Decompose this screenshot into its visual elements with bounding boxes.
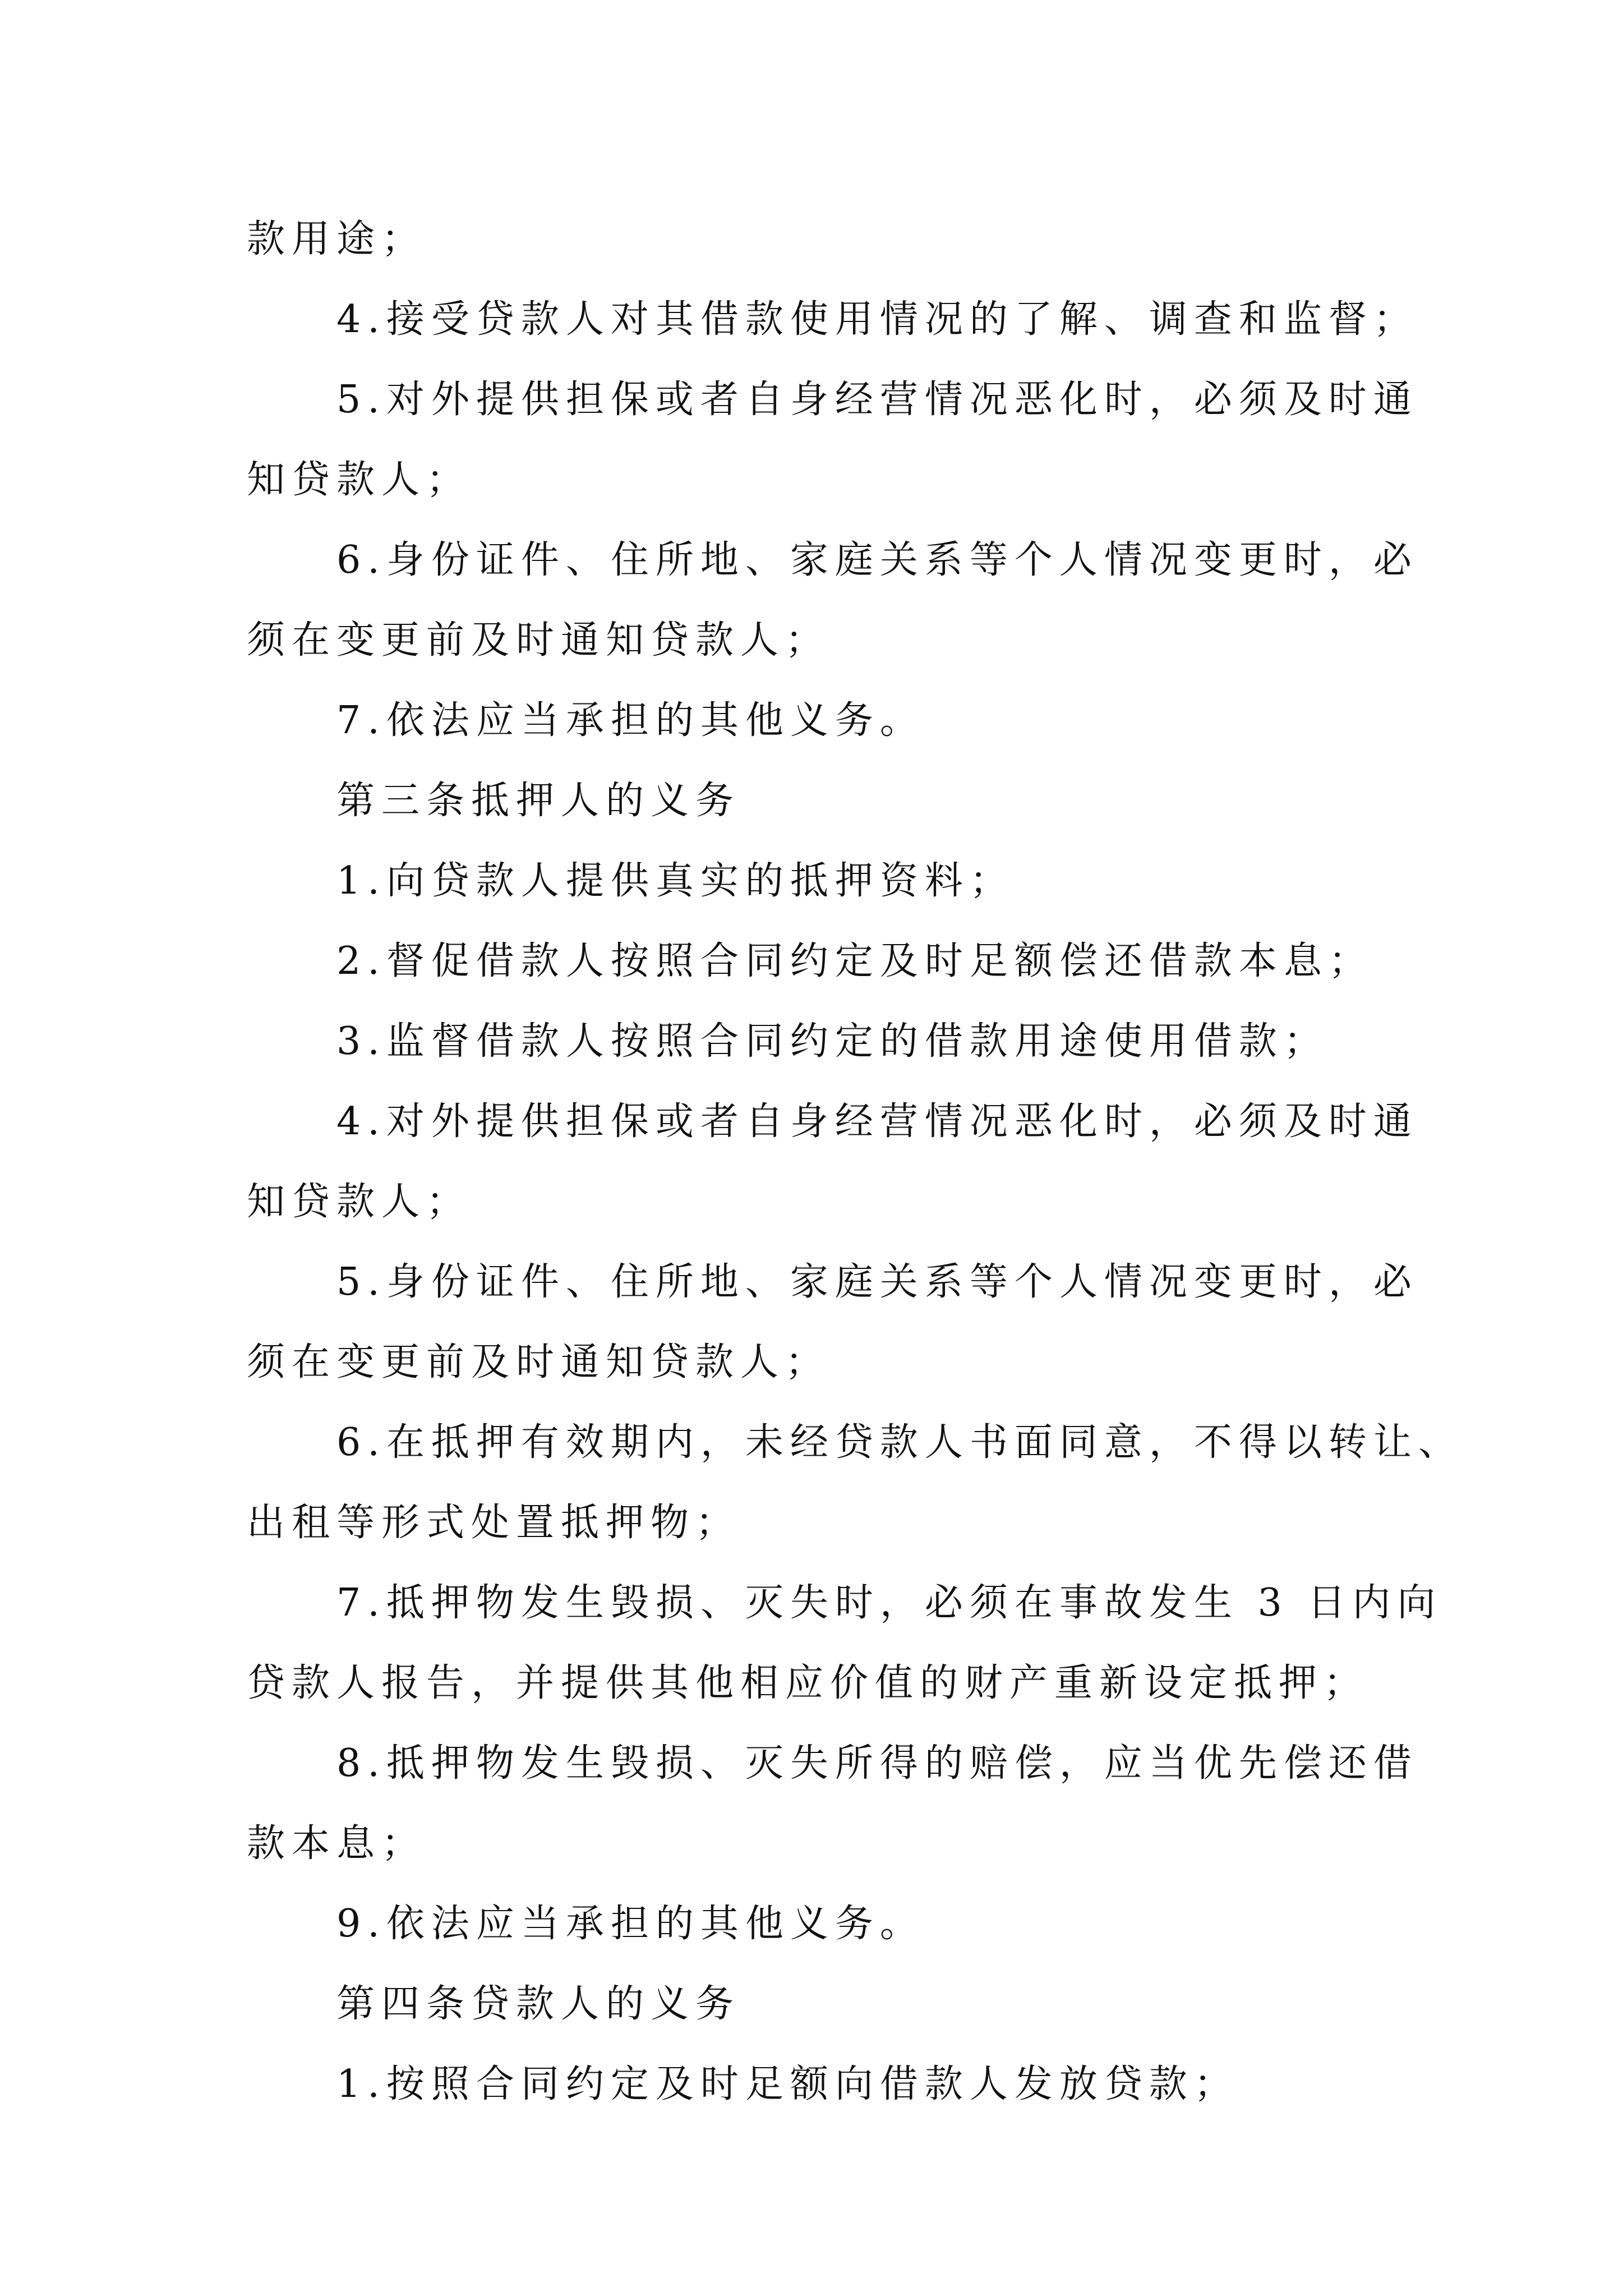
text-line: 4.对外提供担保或者自身经营情况恶化时，必须及时通: [336, 1099, 1418, 1144]
text-line: 出租等形式处置抵押物；: [247, 1501, 741, 1545]
text-line: 8.抵押物发生毁损、灭失所得的赔偿，应当优先偿还借: [336, 1741, 1418, 1786]
text-line: 5.对外提供担保或者自身经营情况恶化时，必须及时通: [336, 378, 1418, 422]
text-line: 7.抵押物发生毁损、灭失时，必须在事故发生 3 日内向: [336, 1581, 1442, 1625]
text-line: 款用途；: [247, 217, 427, 261]
text-line: 知贷款人；: [247, 1180, 472, 1224]
section-heading: 第三条抵押人的义务: [336, 779, 741, 823]
text-line: 款本息；: [247, 1821, 427, 1866]
text-line: 6.身份证件、住所地、家庭关系等个人情况变更时，必: [336, 538, 1418, 582]
text-line: 3.监督借款人按照合同约定的借款用途使用借款；: [336, 1019, 1329, 1064]
text-line: 知贷款人；: [247, 458, 472, 502]
text-line: 须在变更前及时通知贷款人；: [247, 618, 831, 662]
text-line: 5.身份证件、住所地、家庭关系等个人情况变更时，必: [336, 1260, 1418, 1304]
text-line: 1.按照合同约定及时足额向借款人发放贷款；: [336, 2062, 1239, 2106]
text-line: 2.督促借款人按照合同约定及时足额偿还借款本息；: [336, 939, 1373, 983]
section-heading: 第四条贷款人的义务: [336, 1982, 741, 2026]
text-line: 9.依法应当承担的其他义务。: [336, 1902, 925, 1946]
text-line: 7.依法应当承担的其他义务。: [336, 698, 925, 743]
text-line: 4.接受贷款人对其借款使用情况的了解、调查和监督；: [336, 297, 1418, 342]
text-line: 6.在抵押有效期内，未经贷款人书面同意，不得以转让、: [336, 1420, 1463, 1465]
text-line: 1.向贷款人提供真实的抵押资料；: [336, 859, 1015, 903]
document-body: [247, 199, 1463, 2124]
text-line: 须在变更前及时通知贷款人；: [247, 1340, 831, 1384]
text-line: 贷款人报告，并提供其他相应价值的财产重新设定抵押；: [247, 1661, 1369, 1705]
